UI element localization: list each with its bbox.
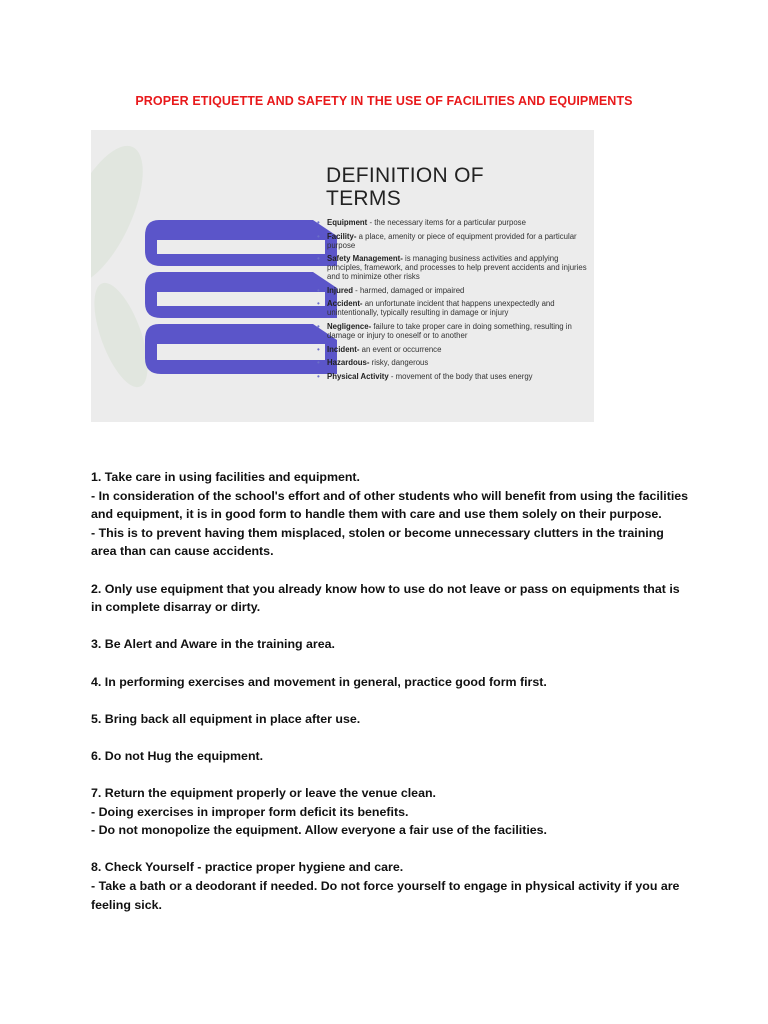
guideline-detail: - Doing exercises in improper form deficit its benefits. <box>91 804 409 819</box>
guideline-heading: 7. Return the equipment properly or leave the venue clean. <box>91 786 436 801</box>
book-bottom <box>145 324 337 374</box>
term-definition: harmed, damaged or impaired <box>359 285 465 295</box>
term-label: Safety Management- <box>327 254 403 264</box>
definition-heading-line2: TERMS <box>326 187 401 210</box>
term-definition: risky, dangerous <box>371 358 429 368</box>
guideline-item <box>91 747 691 766</box>
guideline-detail: - Do not monopolize the equipment. Allow everyone a fair use of the facilities. <box>91 823 547 838</box>
term-item <box>317 358 587 367</box>
term-item <box>317 254 587 281</box>
term-item <box>317 286 587 295</box>
term-label: Physical Activity <box>327 371 389 381</box>
term-definition: an unfortunate incident that happens unexpectedly and unintentionally, typically resulting in damage or injury <box>327 299 555 318</box>
definition-heading <box>326 164 576 210</box>
term-item <box>317 299 587 317</box>
term-definition: failure to take proper care in doing something, resulting in damage or injury to oneself or to another <box>327 321 572 340</box>
guideline-detail: - Take a bath or a deodorant if needed. Do not force yourself to engage in physical activity if you are feeling sick. <box>91 879 680 912</box>
term-definition: is managing business activities and applying principles, framework, and processes to help prevent accidents and injuries and to minimize other risks <box>327 254 587 282</box>
guideline-detail: - This is to prevent having them misplaced, stolen or become unnecessary clutters in the training area than can cause accidents. <box>91 525 664 559</box>
term-label: Hazardous- <box>327 358 370 368</box>
guideline-item <box>91 710 691 729</box>
term-definition: the necessary items for a particular purpose <box>374 218 526 227</box>
guideline-heading: 3. Be Alert and Aware in the training area. <box>91 637 335 652</box>
guideline-heading: 1. Take care in using facilities and equipment. <box>91 470 360 484</box>
guideline-item <box>91 468 691 561</box>
term-separator: - <box>353 285 360 295</box>
term-label: Facility- <box>327 231 357 241</box>
term-item <box>317 345 587 354</box>
guideline-item <box>91 858 691 914</box>
guideline-heading: 6. Do not Hug the equipment. <box>91 748 264 763</box>
term-separator: - <box>388 371 396 381</box>
guideline-detail: - In consideration of the school's effort and of other students who will benefit from using the facilities and equipment, it is in good form to handle them with care and use them solely on their purpose. <box>91 488 689 522</box>
guideline-item <box>91 635 691 654</box>
term-label: Accident- <box>327 299 363 309</box>
definition-of-terms-image <box>91 130 594 422</box>
term-item <box>317 372 587 381</box>
term-item <box>317 322 587 340</box>
term-definition: an event or occurrence <box>361 344 442 354</box>
term-label: Incident- <box>327 344 360 354</box>
guideline-item <box>91 580 691 617</box>
term-separator: - <box>367 218 375 227</box>
book-top <box>145 220 337 266</box>
term-item <box>317 218 587 227</box>
guideline-heading: 5. Bring back all equipment in place after use. <box>91 711 361 726</box>
term-definition: movement of the body that uses energy <box>395 371 533 381</box>
term-definition: a place, amenity or piece of equipment provided for a particular purpose <box>327 231 577 250</box>
guideline-item <box>91 784 691 840</box>
definition-heading-line1: DEFINITION OF <box>326 164 484 187</box>
guidelines-list <box>91 468 691 933</box>
term-label: Negligence- <box>327 321 372 331</box>
guideline-heading: 4. In performing exercises and movement in general, practice good form first. <box>91 674 547 689</box>
term-label: Equipment <box>327 218 368 227</box>
guideline-heading: 2. Only use equipment that you already know how to use do not leave or pass on equipments that is in complete disarray or dirty. <box>91 581 680 615</box>
terms-list <box>317 218 587 385</box>
book-middle <box>145 272 337 318</box>
page-title: PROPER ETIQUETTE AND SAFETY IN THE USE OF FACILITIES AND EQUIPMENTS <box>135 94 633 108</box>
guideline-item <box>91 673 691 692</box>
term-label: Injured <box>327 285 353 295</box>
term-item <box>317 232 587 250</box>
guideline-heading: 8. Check Yourself - practice proper hygiene and care. <box>91 860 404 875</box>
